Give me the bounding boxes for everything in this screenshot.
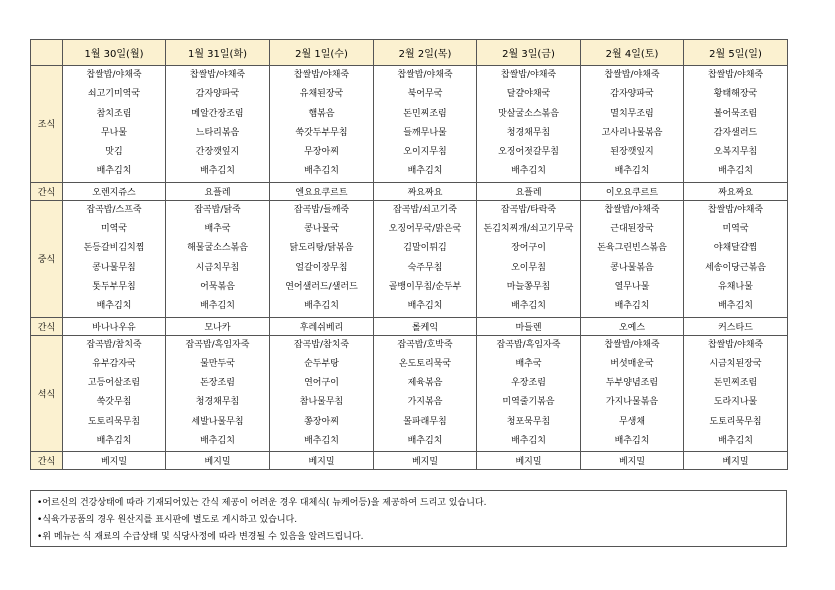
- menu-item: 쇠고기미역국: [87, 89, 141, 100]
- menu-item: 찹쌀밥/야채죽: [293, 70, 350, 80]
- menu-item: 골뱅이무침/순두부: [388, 281, 462, 292]
- snack-cell: 베지밀: [581, 452, 684, 470]
- menu-item: 연어샐러드/샐러드: [285, 281, 358, 292]
- menu-item: 도라지나물: [713, 397, 758, 408]
- note-line: •식육가공품의 경우 원산지를 표시판에 별도로 게시하고 있습니다.: [37, 515, 298, 525]
- snack-cell: 이오요쿠르트: [581, 182, 684, 200]
- dinner-cell: [166, 335, 270, 452]
- menu-item: 오징어무국/맑은국: [388, 224, 462, 235]
- breakfast-cell: [684, 66, 788, 183]
- menu-item: 무장아찌: [304, 147, 339, 158]
- menu-item: 배추김치: [200, 436, 235, 447]
- menu-item: 두부양념조림: [605, 378, 659, 389]
- menu-item: 황태해장국: [713, 89, 758, 100]
- menu-item: 느타리볶음: [195, 127, 240, 138]
- menu-item: 배추김치: [200, 301, 235, 312]
- menu-item: 배추김치: [614, 301, 650, 312]
- menu-item: 볼어묵조림: [713, 108, 758, 119]
- snack-cell: 커스타드: [684, 317, 788, 335]
- menu-item: 잡곡밥/참치죽: [86, 339, 142, 350]
- menu-item: 북어무국: [407, 89, 443, 100]
- header-row: [31, 40, 788, 66]
- menu-item: 들깨무나물: [403, 127, 447, 138]
- menu-item: 잡곡밥/흑임자죽: [185, 339, 250, 350]
- snack-row-1: [31, 182, 788, 200]
- snack-label: 간식: [31, 317, 63, 335]
- menu-item: 잡곡밥/호박죽: [397, 339, 453, 350]
- breakfast-cell: [270, 66, 374, 183]
- snack-cell: 베지밀: [684, 452, 788, 470]
- menu-item: 배추김치: [511, 436, 546, 447]
- menu-item: 배추김치: [304, 436, 339, 447]
- snack-cell: 엔요요쿠르트: [270, 182, 374, 200]
- breakfast-label: 조식: [31, 66, 63, 183]
- menu-item: 어묵볶음: [200, 281, 235, 292]
- day-header: 2월 3일(금): [477, 40, 581, 66]
- dinner-cell: [270, 335, 374, 452]
- note-line: •어르신의 건강상태에 따라 기재되어있는 간식 제공이 어려운 경우 대체식( 뉴케어등)을 제공하여 드리고 있습니다.: [37, 498, 487, 508]
- snack-cell: 베지밀: [63, 452, 166, 470]
- snack-row-3: [31, 452, 788, 470]
- day-header: 1월 30일(월): [63, 40, 166, 66]
- menu-item: 도토리묵무침: [709, 416, 762, 427]
- snack-cell: 마들렌: [477, 317, 581, 335]
- menu-item: 참치조림: [96, 108, 132, 119]
- menu-item: 청경채무침: [195, 397, 240, 408]
- menu-item: 세발나물무침: [191, 416, 244, 427]
- dinner-row: [31, 335, 788, 452]
- snack-cell: 바나나우유: [63, 317, 166, 335]
- day-header: 1월 31일(화): [166, 40, 270, 66]
- menu-item: 유부감자국: [92, 358, 136, 369]
- snack-cell: 요플레: [477, 182, 581, 200]
- menu-item: 찹쌀밥/야채죽: [707, 70, 764, 80]
- dinner-cell: [63, 335, 166, 452]
- dinner-label: 석식: [31, 335, 63, 452]
- menu-item: 배추김치: [511, 301, 546, 312]
- dinner-cell: [477, 335, 581, 452]
- menu-item: 톳두부무침: [92, 281, 136, 292]
- snack-cell: 모나카: [166, 317, 270, 335]
- breakfast-cell: [477, 66, 581, 183]
- menu-item: 콩나물무침: [92, 262, 136, 273]
- menu-item: 세송이당근볶음: [705, 262, 766, 273]
- lunch-cell: [374, 200, 477, 317]
- menu-item: 청경채무침: [506, 127, 551, 138]
- snack-cell: 베지밀: [166, 452, 270, 470]
- menu-item: 미역줄기볶음: [502, 397, 555, 408]
- menu-item: 숙주무침: [407, 262, 443, 273]
- menu-item: 야채달걀찜: [713, 243, 758, 254]
- snack-cell: 베지밀: [477, 452, 581, 470]
- lunch-cell: [477, 200, 581, 317]
- dinner-cell: [374, 335, 477, 452]
- menu-item: 돈민찌조림: [713, 378, 758, 389]
- snack-cell: 베지밀: [374, 452, 477, 470]
- menu-item: 배추김치: [407, 301, 443, 312]
- menu-item: 찹쌀밥/야채죽: [604, 70, 660, 80]
- menu-item: 오이무침: [511, 262, 546, 273]
- menu-item: 돈김치찌개/쇠고기무국: [483, 224, 574, 235]
- menu-item: 잡곡밥/타락죽: [500, 204, 557, 215]
- snack-label: 간식: [31, 182, 63, 200]
- snack-cell: 요플레: [166, 182, 270, 200]
- menu-item: 쑥갓두부무침: [295, 127, 348, 138]
- menu-item: 잡곡밥/닭죽: [194, 204, 241, 215]
- day-header: 2월 5일(일): [684, 40, 788, 66]
- menu-item: 오이지무침: [403, 147, 447, 158]
- snack-label: 간식: [31, 452, 63, 470]
- menu-item: 배추김치: [200, 166, 235, 177]
- menu-item: 열무나물: [614, 281, 650, 292]
- menu-item: 순두부탕: [304, 358, 339, 369]
- menu-item: 배추김치: [511, 166, 546, 177]
- breakfast-cell: [374, 66, 477, 183]
- snack-cell: 짜요짜요: [374, 182, 477, 200]
- snack-cell: 짜요짜요: [684, 182, 788, 200]
- notes-box: [30, 490, 787, 547]
- menu-item: 간장깻잎지: [195, 147, 240, 158]
- menu-item: 얼갈이장무침: [295, 262, 348, 273]
- lunch-label: 중식: [31, 200, 63, 317]
- menu-item: 도토리묵무침: [87, 416, 141, 427]
- breakfast-cell: [581, 66, 684, 183]
- menu-item: 배추김치: [718, 436, 753, 447]
- menu-item: 미역국: [100, 224, 128, 235]
- menu-item: 콩나물국: [304, 224, 339, 235]
- menu-item: 찹쌀밥/야채죽: [86, 70, 142, 80]
- menu-item: 마늘쫑무침: [506, 281, 551, 292]
- menu-item: 배추김치: [718, 166, 753, 177]
- menu-item: 참나물무침: [299, 397, 344, 408]
- day-header: 2월 1일(수): [270, 40, 374, 66]
- menu-item: 배추국: [204, 224, 231, 235]
- menu-item: 고등어살조림: [87, 378, 141, 389]
- day-header: 2월 4일(토): [581, 40, 684, 66]
- menu-item: 맛김: [105, 147, 123, 158]
- menu-item: 멸치무조림: [610, 108, 654, 119]
- note-line: •위 메뉴는 식 재료의 수급상태 및 식당사정에 따라 변경될 수 있음을 알려드립니다.: [37, 532, 364, 542]
- menu-item: 몰파래무침: [403, 416, 447, 427]
- menu-item: 배추김치: [407, 166, 443, 177]
- menu-item: 된장깻잎지: [610, 147, 654, 158]
- menu-item: 배추김치: [96, 436, 132, 447]
- snack-row-2: [31, 317, 788, 335]
- day-header: 2월 2일(목): [374, 40, 477, 66]
- menu-item: 무나물: [100, 127, 128, 138]
- breakfast-row: [31, 66, 788, 183]
- menu-item: 감자양파국: [610, 89, 654, 100]
- menu-item: 버섯매운국: [610, 358, 654, 369]
- menu-item: 온도토리묵국: [398, 358, 452, 369]
- menu-item: 배추김치: [304, 301, 339, 312]
- menu-item: 배추김치: [718, 301, 753, 312]
- menu-item: 찹쌀밥/야채죽: [604, 204, 660, 215]
- menu-item: 미역국: [722, 224, 749, 235]
- menu-item: 찹쌀밥/야채죽: [707, 204, 764, 215]
- menu-item: 쑥갓무침: [96, 397, 132, 408]
- menu-item: 제육볶음: [407, 378, 443, 389]
- menu-item: 해물굴소스볶음: [187, 243, 248, 254]
- dinner-cell: [684, 335, 788, 452]
- lunch-cell: [581, 200, 684, 317]
- menu-item: 장어구이: [511, 243, 546, 254]
- menu-item: 우장조림: [511, 378, 546, 389]
- menu-item: 찹쌀밥/야채죽: [707, 339, 764, 350]
- lunch-cell: [166, 200, 270, 317]
- menu-item: 배추김치: [96, 166, 132, 177]
- menu-item: 배추김치: [304, 166, 339, 177]
- menu-item: 감자양파국: [195, 89, 240, 100]
- menu-item: 돈장조림: [200, 378, 235, 389]
- menu-item: 잡곡밥/스프죽: [86, 204, 142, 215]
- menu-item: 찹쌀밥/야채죽: [397, 70, 453, 80]
- snack-cell: 오예스: [581, 317, 684, 335]
- weekly-menu-table: [30, 39, 788, 470]
- menu-item: 돈육그린빈스볶음: [597, 243, 667, 254]
- menu-item: 배추김치: [614, 166, 650, 177]
- snack-cell: 오렌지쥬스: [63, 182, 166, 200]
- menu-item: 닭도리탕/닭볶음: [289, 243, 354, 254]
- menu-item: 시금치무침: [195, 262, 240, 273]
- menu-item: 잡곡밥/쇠고기죽: [393, 204, 457, 215]
- menu-item: 유채나물: [718, 281, 753, 292]
- menu-item: 물만두국: [200, 358, 235, 369]
- dinner-cell: [581, 335, 684, 452]
- menu-item: 잡곡밥/들깨죽: [293, 204, 350, 215]
- menu-item: 근대된장국: [610, 224, 654, 235]
- menu-item: 달걀야채국: [506, 89, 551, 100]
- snack-cell: 롤케익: [374, 317, 477, 335]
- menu-item: 잡곡밥/참치죽: [293, 339, 350, 350]
- menu-item: 감자샐러드: [713, 127, 758, 138]
- menu-item: 연어구이: [304, 378, 339, 389]
- menu-item: 찹쌀밥/야채죽: [189, 70, 246, 80]
- menu-item: 배추김치: [96, 301, 132, 312]
- menu-item: 돈등갈비김치찜: [83, 243, 145, 254]
- menu-item: 배추국: [515, 358, 542, 369]
- menu-item: 찹쌀밥/야채죽: [604, 339, 660, 350]
- snack-cell: 베지밀: [270, 452, 374, 470]
- corner-cell: [31, 40, 63, 66]
- menu-item: 오복지무침: [713, 147, 758, 158]
- lunch-cell: [63, 200, 166, 317]
- menu-item: 가지나물볶음: [605, 397, 659, 408]
- breakfast-cell: [63, 66, 166, 183]
- menu-item: 청포묵무침: [506, 416, 551, 427]
- menu-item: 햄볶음: [308, 108, 335, 119]
- menu-item: 돈민찌조림: [403, 108, 447, 119]
- menu-item: 시금치된장국: [709, 358, 762, 369]
- lunch-row: [31, 200, 788, 317]
- menu-item: 찹쌀밥/야채죽: [500, 70, 557, 80]
- snack-cell: 후레쉬베리: [270, 317, 374, 335]
- menu-item: 맛살굴소스볶음: [498, 108, 559, 119]
- menu-item: 콩나물볶음: [610, 262, 654, 273]
- menu-item: 배추김치: [614, 436, 650, 447]
- menu-item: 잡곡밥/흑임자죽: [496, 339, 561, 350]
- menu-item: 배추김치: [407, 436, 443, 447]
- menu-item: 고사리나물볶음: [601, 127, 663, 138]
- menu-item: 메알간장조림: [191, 108, 244, 119]
- menu-item: 쫑장아찌: [304, 416, 339, 427]
- menu-item: 유채된장국: [299, 89, 344, 100]
- menu-item: 오징어젓갈무침: [498, 147, 559, 158]
- menu-item: 김말이튀김: [403, 243, 447, 254]
- breakfast-cell: [166, 66, 270, 183]
- menu-item: 가지볶음: [407, 397, 443, 408]
- lunch-cell: [270, 200, 374, 317]
- lunch-cell: [684, 200, 788, 317]
- menu-item: 무생채: [618, 416, 646, 427]
